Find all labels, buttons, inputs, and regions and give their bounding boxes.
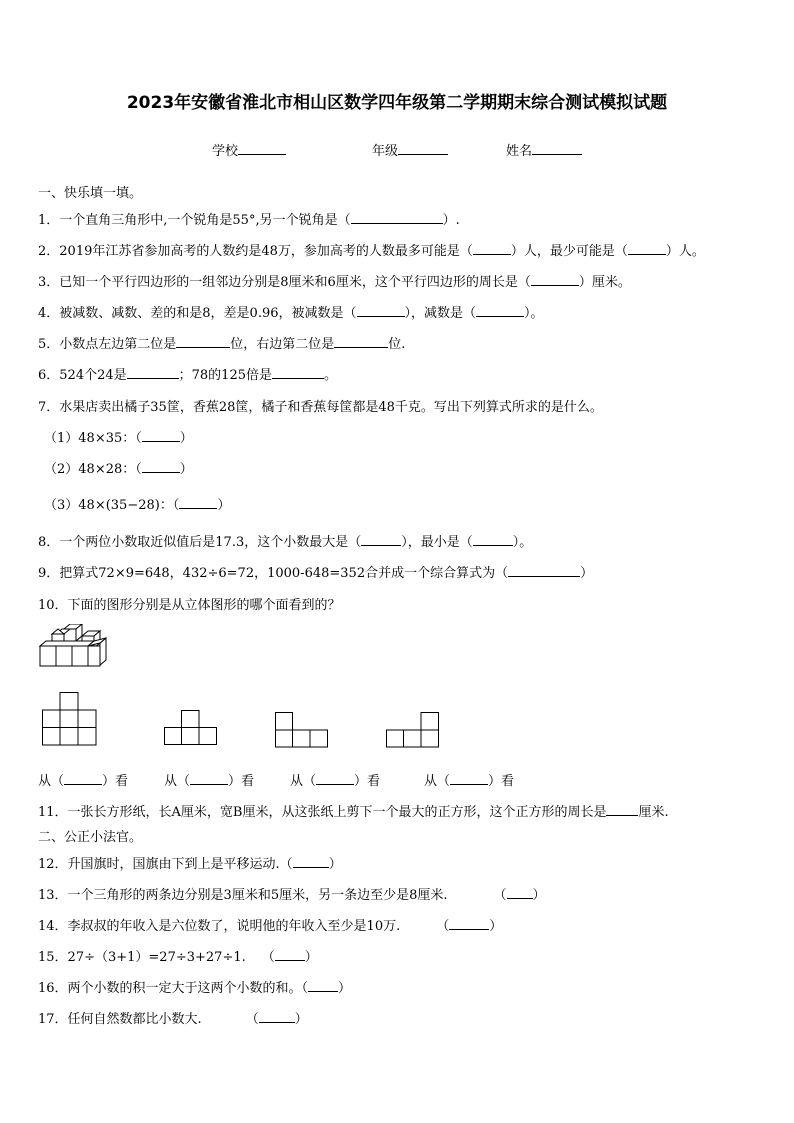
question-15: 15．27÷（3+1）=27÷3+27÷1. （ ） <box>38 950 318 965</box>
question-12: 12．升国旗时，国旗由下到上是平移运动.（ ） <box>38 857 342 872</box>
question-4: 4．被减数、减数、差的和是8，差是0.96，被减数是（ ），减数是（ ）。 <box>38 306 544 321</box>
answer-blank[interactable] <box>449 917 489 930</box>
section-1-heading: 一、快乐填一填。 <box>38 186 143 201</box>
view-label-1: 从（ ）看 <box>38 774 129 789</box>
answer-blank[interactable] <box>361 533 401 546</box>
answer-blank[interactable] <box>176 335 230 348</box>
view-label-2: 从（ ）看 <box>164 774 255 789</box>
question-7-part-1: （1）48×35：（ ） <box>44 431 193 446</box>
answer-blank[interactable] <box>450 772 488 785</box>
question-5: 5．小数点左边第二位是 位，右边第二位是 位. <box>38 337 406 352</box>
question-3: 3．已知一个平行四边形的一组邻边分别是8厘米和6厘米，这个平行四边形的周长是（ ）厘米。 <box>38 275 631 290</box>
answer-blank[interactable] <box>357 304 405 317</box>
answer-blank[interactable] <box>190 772 228 785</box>
view-label-4: 从（ ）看 <box>424 774 515 789</box>
answer-blank[interactable] <box>316 772 354 785</box>
grade-field[interactable]: 年级 <box>372 140 448 159</box>
question-16: 16．两个小数的积一定大于这两个小数的和。（ ） <box>38 981 352 996</box>
question-8: 8．一个两位小数取近似值后是17.3，这个小数最大是（ ），最小是（ ）。 <box>38 535 533 550</box>
answer-blank[interactable] <box>628 242 666 255</box>
answer-blank[interactable] <box>334 335 388 348</box>
answer-blank[interactable] <box>259 1010 295 1023</box>
page-title: 2023年安徽省淮北市相山区数学四年级第二学期期末综合测试模拟试题 <box>126 93 668 113</box>
question-7-part-3: （3）48×(35−28)：（ ） <box>44 498 231 513</box>
question-7: 7．水果店卖出橘子35筐，香蕉28筐，橘子和香蕉每筐都是48千克。写出下列算式所求的是什么。 <box>38 400 603 415</box>
answer-blank[interactable] <box>531 273 579 286</box>
answer-blank[interactable] <box>308 979 338 992</box>
view-shape-4 <box>386 712 440 748</box>
question-1: 1．一个直角三角形中,一个锐角是55°,另一个锐角是（ ）. <box>38 213 460 228</box>
question-11: 11．一张长方形纸，长A厘米，宽B厘米，从这张纸上剪下一个最大的正方形，这个正方形的周长是 厘米. <box>38 805 669 820</box>
answer-blank[interactable] <box>179 496 217 509</box>
answer-blank[interactable] <box>275 948 305 961</box>
answer-blank[interactable] <box>127 366 179 379</box>
answer-blank[interactable] <box>351 211 443 224</box>
question-9: 9．把算式72×9=648，432÷6=72，1000-648=352合并成一个综合算式为（ ） <box>38 566 594 581</box>
answer-blank[interactable] <box>473 533 513 546</box>
view-shape-2 <box>164 710 218 746</box>
answer-blank[interactable] <box>473 242 511 255</box>
name-field[interactable]: 姓名 <box>506 140 582 159</box>
answer-blank[interactable] <box>508 564 580 577</box>
answer-blank[interactable] <box>293 855 329 868</box>
answer-blank[interactable] <box>507 886 533 899</box>
answer-blank[interactable] <box>142 429 180 442</box>
question-10: 10．下面的图形分别是从立体图形的哪个面看到的？ <box>38 598 341 613</box>
answer-blank[interactable] <box>64 772 102 785</box>
answer-blank[interactable] <box>142 460 180 473</box>
solid-figure-diagram <box>36 624 108 670</box>
section-2-heading: 二、公正小法官。 <box>38 830 143 845</box>
answer-blank[interactable] <box>272 366 324 379</box>
answer-blank[interactable] <box>476 304 524 317</box>
view-shape-1 <box>42 692 98 746</box>
view-label-3: 从（ ）看 <box>290 774 381 789</box>
answer-blank[interactable] <box>606 803 638 816</box>
question-17: 17．任何自然数都比小数大. （ ） <box>38 1012 308 1027</box>
school-field[interactable]: 学校 <box>212 140 286 159</box>
question-14: 14．李叔叔的年收入是六位数了，说明他的年收入至少是10万. （ ） <box>38 919 503 934</box>
question-6: 6．524个24是 ；78的125倍是 。 <box>38 368 338 383</box>
question-7-part-2: （2）48×28：（ ） <box>44 462 193 477</box>
view-shape-3 <box>275 712 329 748</box>
question-13: 13．一个三角形的两条边分别是3厘米和5厘米，另一条边至少是8厘米. （ ） <box>38 888 546 903</box>
question-2: 2．2019年江苏省参加高考的人数约是48万，参加高考的人数最多可能是（ ）人，最少可能是（ ）人。 <box>38 244 705 259</box>
